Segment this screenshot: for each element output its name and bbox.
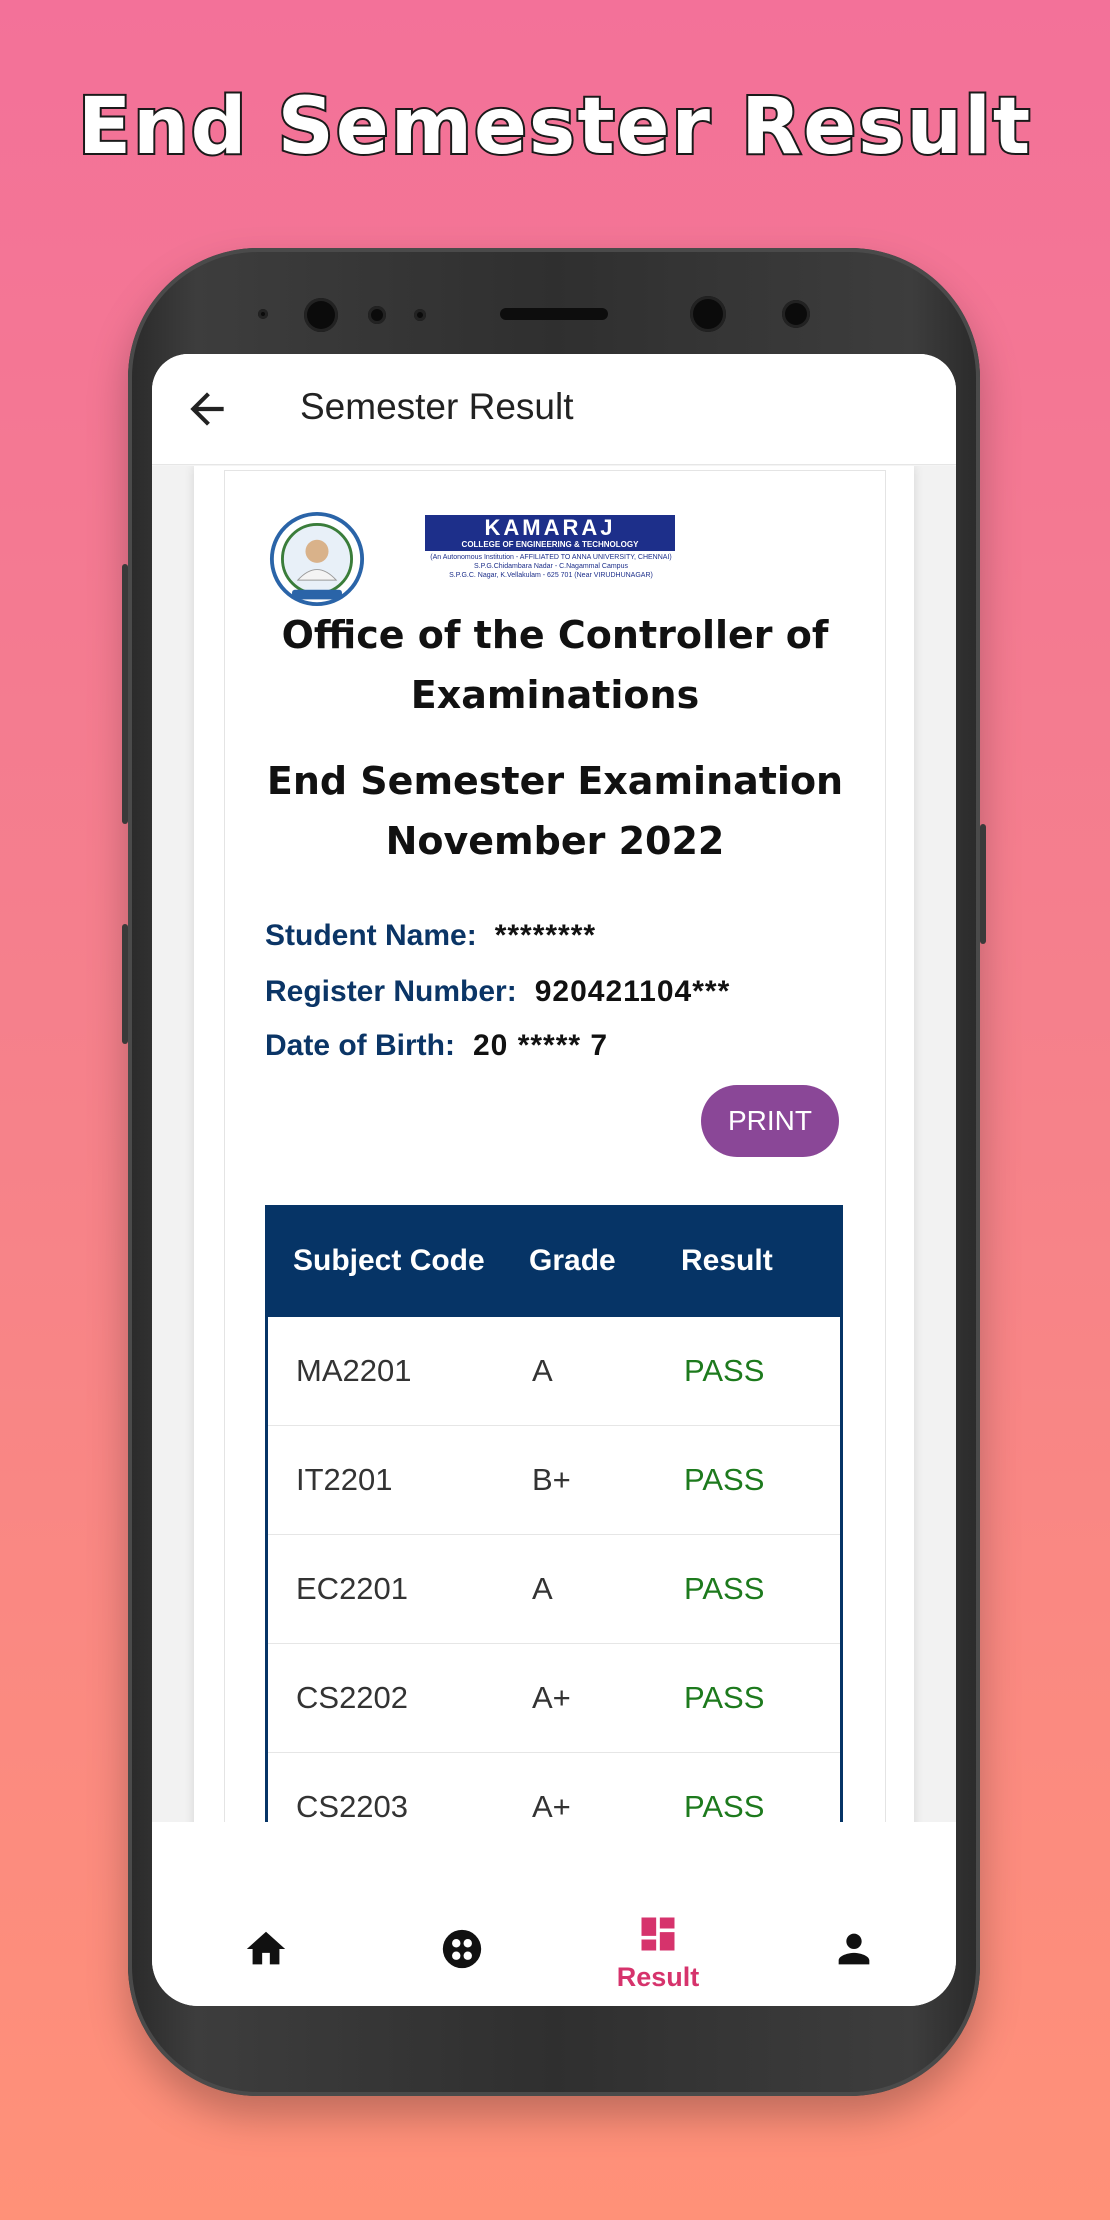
phone-screen (152, 354, 956, 2006)
subject-code: CS2203 (296, 1789, 409, 1822)
office-heading: Office of the Controller of Examinations (281, 613, 829, 717)
phone-side-button (122, 564, 128, 824)
result-content[interactable] (152, 466, 956, 1822)
table-row (268, 1426, 840, 1535)
subject-code: IT2201 (296, 1462, 393, 1497)
back-button[interactable] (182, 384, 232, 434)
register-number-value: 920421104*** (534, 975, 731, 1008)
results-table (265, 1205, 843, 1822)
grade: B+ (532, 1462, 571, 1497)
grade: A (532, 1571, 553, 1606)
camera-lens (690, 296, 726, 332)
result-status: PASS (684, 1462, 765, 1497)
dob-label: Date of Birth: (265, 1029, 455, 1062)
phone-frame (128, 248, 980, 2096)
header-subject-code: Subject Code (293, 1244, 485, 1277)
table-body (265, 1317, 843, 1822)
result-status: PASS (684, 1789, 765, 1822)
sensor (258, 309, 268, 319)
nav-spacer (152, 1822, 956, 1892)
subject-code: MA2201 (296, 1353, 412, 1388)
dob-field (265, 1029, 608, 1063)
bottom-navigation (152, 1892, 956, 2006)
grade: A (532, 1353, 553, 1388)
college-name-banner: KAMARAJ COLLEGE OF ENGINEERING & TECHNOLOGY (425, 515, 675, 551)
student-name-value: ******** (494, 919, 597, 952)
student-name-field (265, 919, 596, 953)
sensor (414, 309, 426, 321)
table-row (268, 1317, 840, 1426)
phone-side-button (122, 924, 128, 1044)
earpiece-speaker (500, 308, 608, 320)
front-camera (304, 298, 338, 332)
face-icon (439, 1926, 485, 1972)
nav-activity[interactable] (402, 1892, 522, 2006)
table-header (265, 1205, 843, 1317)
nav-result-label: Result (616, 1962, 700, 1992)
print-button[interactable]: PRINT (701, 1085, 839, 1157)
result-status: PASS (684, 1353, 765, 1388)
person-icon (831, 1926, 877, 1972)
subject-code: CS2202 (296, 1680, 409, 1715)
nav-result[interactable] (598, 1892, 718, 2006)
hero-title: End Semester Result (77, 82, 1033, 172)
table-row (268, 1644, 840, 1753)
dob-value: 20 ***** 7 (473, 1029, 609, 1062)
result-card (224, 470, 886, 1822)
page-title: Semester Result (300, 386, 574, 427)
subject-code: EC2201 (296, 1571, 409, 1606)
exam-heading: End Semester Examination November 2022 (266, 759, 844, 863)
header-result: Result (681, 1244, 773, 1277)
header-grade: Grade (529, 1244, 616, 1277)
home-icon (243, 1926, 289, 1972)
college-seal-logo (269, 511, 365, 607)
nav-home[interactable] (206, 1892, 326, 2006)
result-status: PASS (684, 1680, 765, 1715)
table-row (268, 1753, 840, 1822)
app-bar (152, 354, 956, 465)
camera-lens (782, 300, 810, 328)
register-number-field (265, 975, 730, 1009)
result-status: PASS (684, 1571, 765, 1606)
sensor (368, 306, 386, 324)
register-number-label: Register Number: (265, 975, 517, 1008)
phone-bezel-top (128, 248, 980, 358)
arrow-back-icon (182, 384, 232, 434)
nav-profile[interactable] (794, 1892, 914, 2006)
grade: A+ (532, 1680, 571, 1715)
dashboard-icon (636, 1912, 680, 1956)
phone-side-button (980, 824, 986, 944)
table-row (268, 1535, 840, 1644)
result-sheet (194, 466, 914, 1822)
grade: A+ (532, 1789, 571, 1822)
college-address: (An Autonomous Institution - AFFILIATED TO ANNA UNIVERSITY, CHENNAI) S.P.G.Chidambara Nadar - C.Nagammal Campus S.P.G.C. Nagar, K.Vellakulam - 625 701 (Near VIRUDHUNAGAR) (430, 554, 672, 579)
student-name-label: Student Name: (265, 919, 477, 952)
